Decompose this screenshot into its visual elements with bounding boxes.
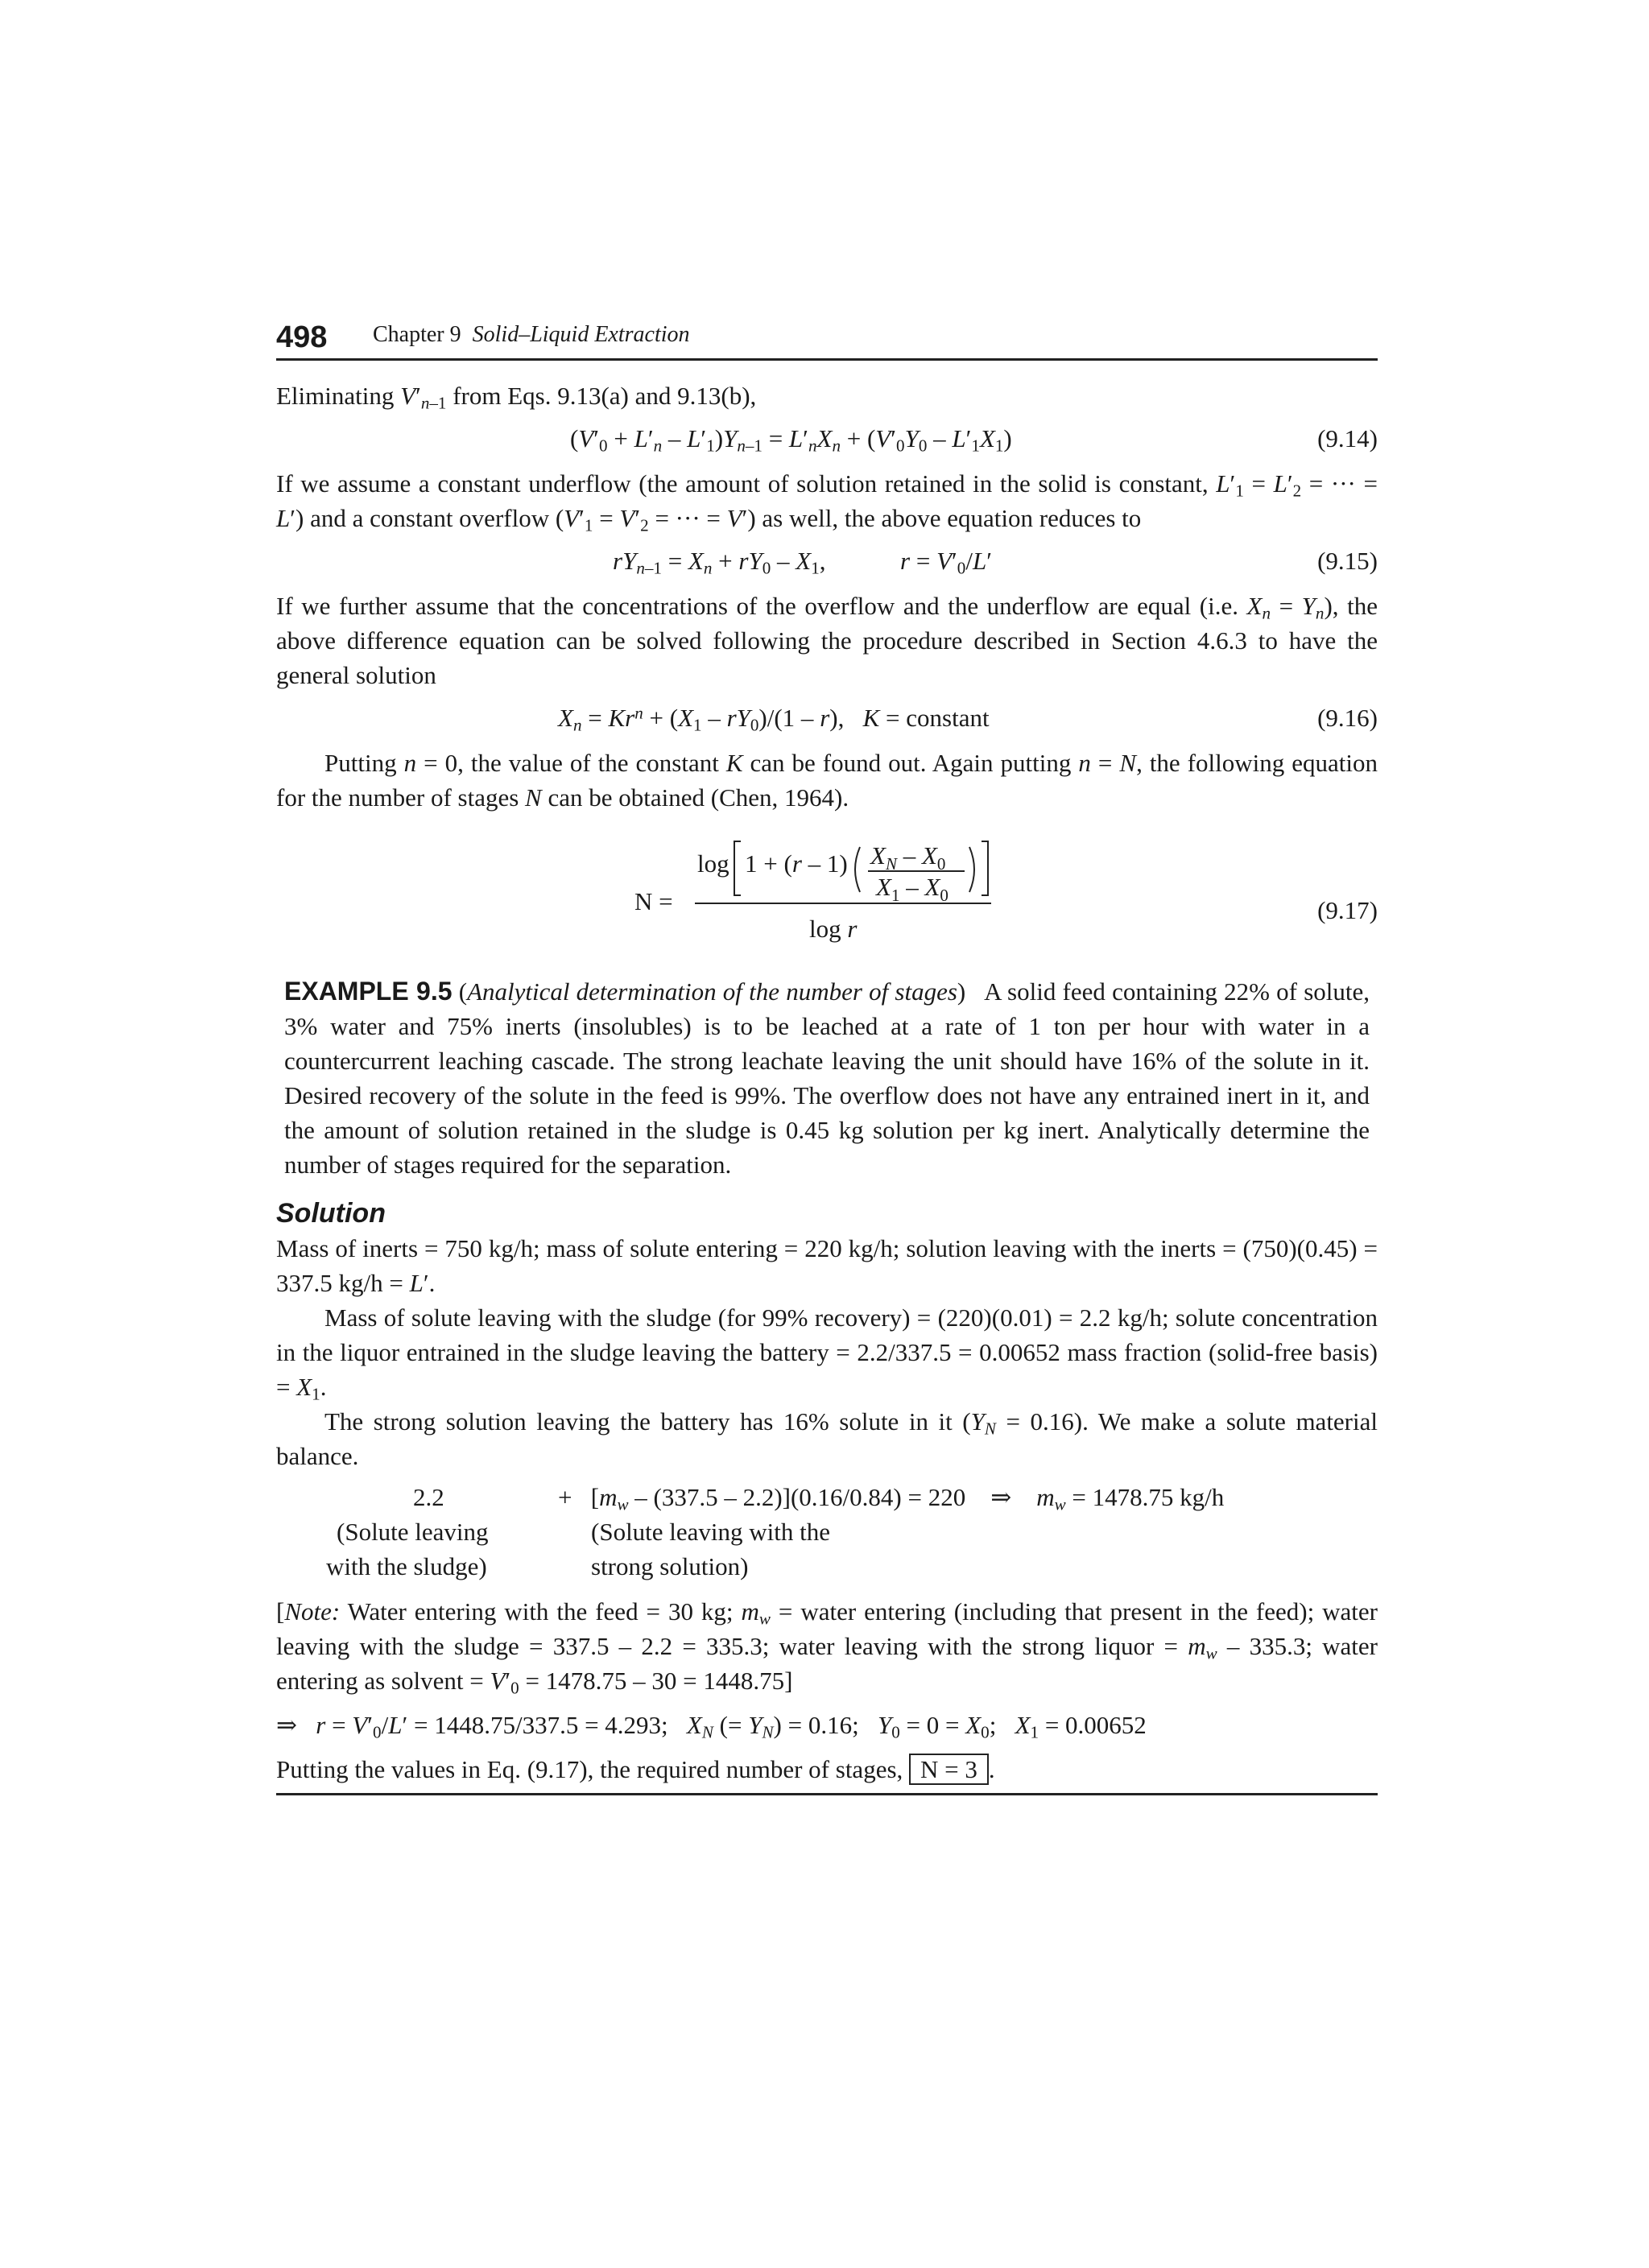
- balance-left-label: with the sludge): [326, 1552, 487, 1580]
- fraction-formula: [276, 829, 1378, 950]
- equation-number: (9.15): [1317, 547, 1378, 575]
- svg-text:log r: log r: [809, 915, 858, 943]
- note-paragraph: [Note: Water entering with the feed = 30 kg; $m_w$ = water entering (including that present in the feed); water leaving with the sludge = 337.5 – 2.2 = 335.3; water leaving with the strong liquor = $m_w - 335.3$; water entering as solvent = $V'_0 = 1478.75 - 30 = 1448.75$]: [276, 1597, 1378, 1698]
- final-paragraph: Putting the values in Eq. (9.17), the required number of stages, N = 3 .: [276, 1755, 995, 1783]
- page-header: [276, 318, 1378, 361]
- page-number: 498: [276, 320, 328, 354]
- result-line: ⇒ $r = V'_0/L' = 1448.75/337.5 = 4.293$; $X_N$ (= $Y_N) = 0.16$; $Y_0 = 0 = X_0$; $X_1 = 0.00652$: [276, 1711, 1147, 1742]
- equation-number: (9.17): [1317, 896, 1378, 924]
- equation-number: (9.14): [1317, 424, 1378, 452]
- paragraph: Putting n = 0, the value of the constant K can be found out. Again putting n = N, the following equation for the number of stages N can be obtained (Chen, 1964).: [276, 749, 1378, 812]
- svg-text:log: log: [697, 849, 729, 878]
- running-head: [373, 317, 690, 352]
- example-label: EXAMPLE 9.5: [284, 977, 453, 1006]
- chapter-label: Chapter 9: [373, 322, 461, 347]
- balance-right-label: (Solute leaving with the: [591, 1518, 831, 1546]
- example-text: A solid feed containing 22% of solute, 3% water and 75% inerts (insolubles) is to be leached at a rate of 1 ton per hour with water in a countercurrent leaching cascade. The strong leachate leaving the unit should have 16% of the solute in it. Desired recovery of the solute in the feed is 99%. The overflow does not have any entrained inert in it, and the amount of solution retained in the sludge is 0.45 kg solution per kg inert. Analytically determine the number of stages required for the separation.: [284, 977, 1370, 1179]
- body-text: [276, 378, 1378, 1795]
- paragraph: Mass of solute leaving with the sludge (for 99% recovery) = (220)(0.01) = 2.2 kg/h; solute concentration in the liquor entrained in the sludge leaving the battery = 2.2/337.5 = 0.00652 mass fraction (solid-free basis) = $X_1$.: [276, 1303, 1378, 1404]
- paragraph: If we assume a constant underflow (the amount of solution retained in the solid is constant, $L'_1 = L'_2$ = ··· = L′) and a constant overflow ($V'_1 = V'_2$ = ··· = V′) as well, the above equation reduces to: [276, 469, 1378, 535]
- balance-left-value: 2.2: [413, 1483, 444, 1511]
- answer-box: N = 3: [909, 1754, 989, 1785]
- material-balance: 2.2 (Solute leaving with the sludge) + $[m_w - (337.5 - 2.2)](0.16/0.84) = 220$ ⇒ $m_w = 1478.75$ kg/h (Solute leaving with the strong solution): [276, 1480, 1378, 1586]
- svg-text:XN – X0: $X_N - X_0$: [870, 841, 946, 874]
- paragraph: Eliminating $V'_{n-1}$ from Eqs. 9.13(a) and 9.13(b),: [276, 382, 757, 413]
- equation-9-14: $(V'_0 + L'_n - L'_1)Y_{n-1} = L'_nX_n + (V'_0Y_0 - L'_1X_1)$ (9.14): [276, 421, 1378, 458]
- equation-number: (9.16): [1317, 704, 1378, 732]
- paragraph: If we further assume that the concentrations of the overflow and the underflow are equal (i.e. $X_n = Y_n$), the above difference equation can be solved following the procedure described in Section 4.6.3 to have the general solution: [276, 592, 1378, 689]
- equation-9-16: $X_n = Kr^n + (X_1 - rY_0)/(1 - r)$, K = constant (9.16): [276, 700, 1378, 737]
- balance-left-label: (Solute leaving: [337, 1518, 489, 1546]
- balance-right-label: strong solution): [591, 1552, 749, 1580]
- example-title: Analytical determination of the number of stages: [467, 977, 957, 1006]
- svg-text:X1 – X0: $X_1 - X_0$: [876, 873, 948, 905]
- example-block: EXAMPLE 9.5 (Analytical determination of the number of stages) A solid feed containing 22% of solute, 3% water and 75% inerts (insolubles) is to be leached at a rate of 1 ton per hour with water in a countercurrent leaching cascade. The strong leachate leaving the unit should have 16% of the solute in it. Desired recovery of the solute in the feed is 99%. The overflow does not have any entrained inert in it, and the amount of solution retained in the sludge is 0.45 kg solution per kg inert. Analytically determine the number of stages required for the separation.: [284, 977, 1370, 1179]
- equation-9-17: [276, 829, 1378, 950]
- page: [276, 318, 1378, 1795]
- equation-9-15: $rY_{n-1} = X_n + rY_0 - X_1$, $r = V'_0/L'$ (9.15): [276, 543, 1378, 580]
- paragraph: The strong solution leaving the battery has 16% solute in it $(Y_N = 0.16)$. We make a solute material balance.: [276, 1407, 1378, 1470]
- bottom-rule: [276, 1793, 1378, 1795]
- solution-heading: Solution: [276, 1198, 386, 1229]
- svg-text:1 + (r – 1): 1 + (r – 1): [745, 849, 848, 878]
- chapter-title: Solid–Liquid Extraction: [472, 322, 690, 347]
- paragraph: Mass of inerts = 750 kg/h; mass of solute entering = 220 kg/h; solution leaving with the inerts = (750)(0.45) = 337.5 kg/h = L′.: [276, 1234, 1378, 1297]
- svg-text:N =: N =: [634, 887, 673, 915]
